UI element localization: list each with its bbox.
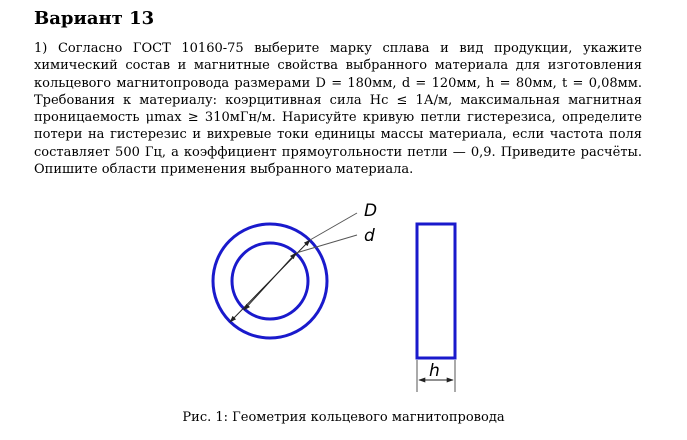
leader-line-D bbox=[310, 213, 357, 240]
side-view-rect bbox=[417, 224, 455, 358]
dimension-line-d bbox=[244, 253, 296, 310]
ring-core-figure bbox=[0, 196, 687, 406]
figure-caption: Рис. 1: Геометрия кольцевого магнитопровода bbox=[182, 410, 505, 425]
label-d: d bbox=[364, 226, 375, 246]
variant-title: Вариант 13 bbox=[34, 8, 155, 29]
task-paragraph: 1) Согласно ГОСТ 10160-75 выберите марку сплава и вид продукции, укажите химический состав и магнитные свойства выбранного материала для изготовления кольцевого магнитопровода размерами D = 180мм, d = 120мм, h = 80мм, t = 0,08мм. Требования к материалу: коэрцитивная сила Hc ≤ 1А/м, максимальная магнитная проницаемость μmax ≥ 310мГн/м. Нарисуйте кривую петли гистерезиса, определите потери на гистерезис и вихревые токи единицы массы материала, если частота поля составляет 500 Гц, а коэффициент прямоугольности петли — 0,9. Приведите расчёты. Опишите области применения выбранного материала. bbox=[34, 41, 642, 178]
label-h: h bbox=[429, 361, 440, 381]
label-D: D bbox=[364, 201, 378, 221]
